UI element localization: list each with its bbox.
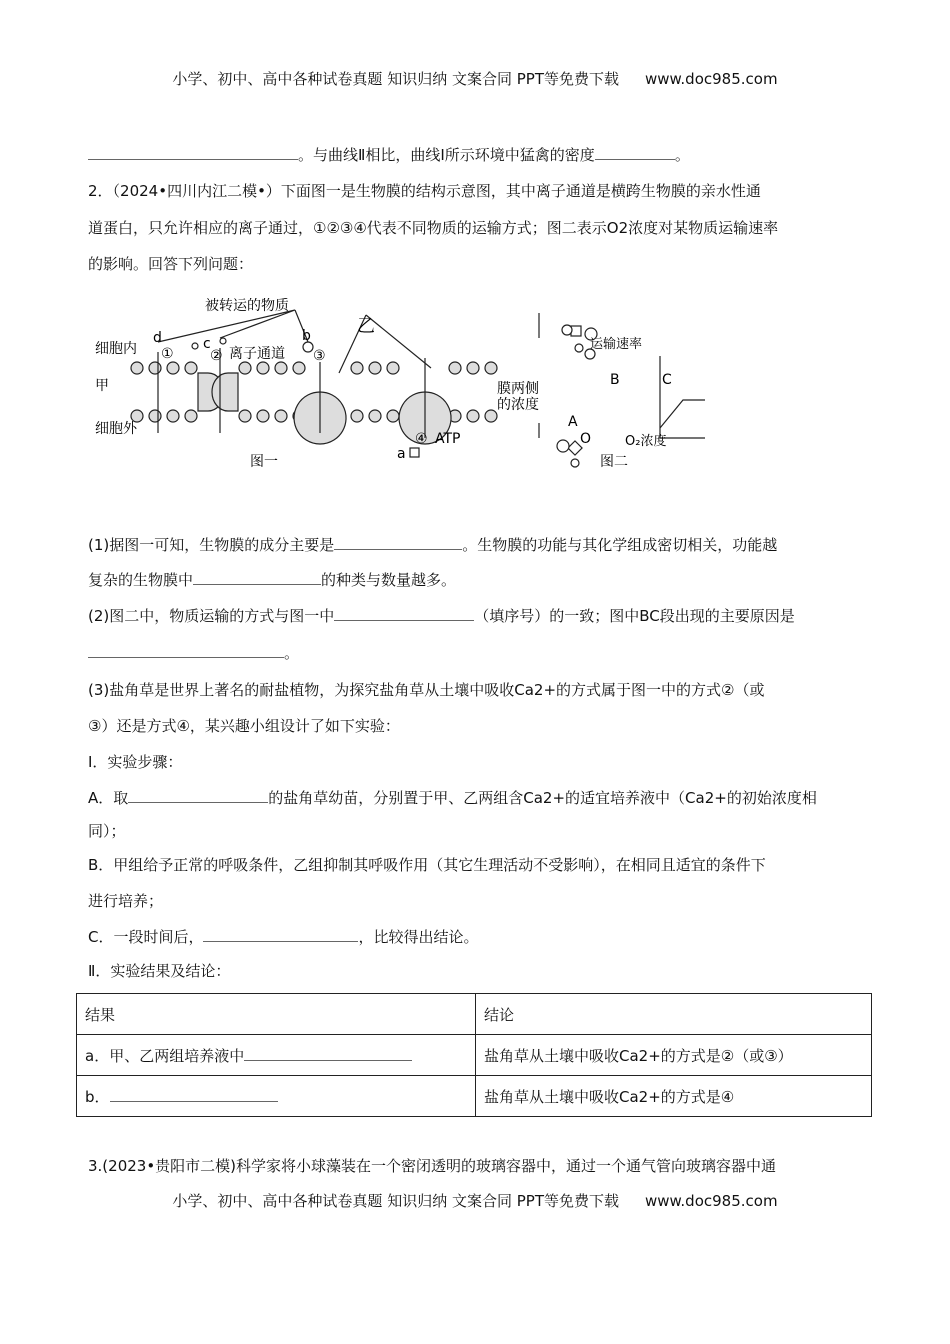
text-line: 道蛋白，只允许相应的离子通过，①②③④代表不同物质的运输方式；图二表示O2浓度对某物质运输速率 <box>88 219 779 237</box>
svg-text:d: d <box>153 330 162 346</box>
svg-text:ATP: ATP <box>435 431 461 447</box>
svg-text:②: ② <box>210 348 223 364</box>
table-row: a．甲、乙两组培养液中 盐角草从土壤中吸收Ca2+的方式是②（或③） <box>77 1035 872 1076</box>
svg-text:O₂浓度: O₂浓度 <box>625 434 667 449</box>
svg-text:细胞外: 细胞外 <box>95 421 137 437</box>
svg-text:图一: 图一 <box>250 454 278 470</box>
svg-text:图二: 图二 <box>600 454 628 470</box>
svg-text:④: ④ <box>415 431 428 447</box>
membrane-figure <box>95 298 705 478</box>
question-3: 3.(2023•贵阳市二模)科学家将小球藻装在一个密闭透明的玻璃容器中，通过一个通气管向玻璃容器中通 <box>88 1157 777 1175</box>
text-line: 同）； <box>88 822 126 840</box>
footer-text: 小学、初中、高中各种试卷真题 知识归纳 文案合同 PPT等免费下载 <box>172 1192 619 1210</box>
svg-text:a: a <box>397 446 406 462</box>
svg-text:C: C <box>662 372 672 388</box>
table-row: b． 盐角草从土壤中吸收Ca2+的方式是④ <box>77 1076 872 1117</box>
header-url[interactable]: www.doc985.com <box>644 70 778 88</box>
table-header: 结果 结论 <box>77 994 872 1035</box>
sub-question-1: (1)据图一可知，生物膜的成分主要是 。生物膜的功能与其化学组成密切相关，功能越 <box>88 536 778 554</box>
sub-question-3: (3)盐角草是世界上著名的耐盐植物，为探究盐角草从土壤中吸收Ca2+的方式属于图一中的方式②（或 <box>88 681 765 699</box>
text-line: ③）还是方式④，某兴趣小组设计了如下实验： <box>88 717 400 735</box>
page-header <box>0 68 950 89</box>
text-line: 的影响。回答下列问题： <box>88 255 254 273</box>
text-line: 复杂的生物膜中 的种类与数量越多。 <box>88 571 457 589</box>
svg-text:细胞内: 细胞内 <box>95 341 137 357</box>
svg-text:c: c <box>203 336 211 352</box>
svg-text:B: B <box>610 372 620 388</box>
text-line: 。与曲线Ⅱ相比，曲线Ⅰ所示环境中猛禽的密度 。 <box>88 145 690 165</box>
svg-text:离子通道: 离子通道 <box>229 346 285 362</box>
svg-text:膜两侧: 膜两侧 <box>497 381 539 397</box>
footer-url[interactable]: www.doc985.com <box>644 1192 778 1210</box>
svg-text:被转运的物质: 被转运的物质 <box>205 298 289 314</box>
svg-text:③: ③ <box>313 348 326 364</box>
page-footer <box>0 1190 950 1211</box>
svg-text:甲: 甲 <box>95 378 109 394</box>
text-line: 进行培养； <box>88 892 164 910</box>
text-line: 。 <box>88 643 299 663</box>
step-b: B．甲组给予正常的呼吸条件，乙组抑制其呼吸作用（其它生理活动不受影响），在相同且适宜的条件下 <box>88 856 766 874</box>
header-text: 小学、初中、高中各种试卷真题 知识归纳 文案合同 PPT等免费下载 <box>172 70 619 88</box>
svg-text:乙: 乙 <box>357 316 375 337</box>
svg-text:的浓度: 的浓度 <box>497 397 539 413</box>
channel-protein-right <box>212 373 238 411</box>
step-a: A．取 的盐角草幼苗，分别置于甲、乙两组含Ca2+的适宜培养液中（Ca2+的初始浓度相 <box>88 789 817 807</box>
sub-question-2: (2)图二中，物质运输的方式与图一中 （填序号）的一致；图中BC段出现的主要原因是 <box>88 607 795 625</box>
section-heading: Ⅱ．实验结果及结论： <box>88 962 231 980</box>
section-heading: Ⅰ．实验步骤： <box>88 753 183 771</box>
svg-text:O: O <box>580 431 592 447</box>
result-table <box>76 993 872 1117</box>
svg-text:b: b <box>302 328 311 344</box>
step-c: C．一段时间后， ，比较得出结论。 <box>88 928 479 946</box>
svg-text:运输速率: 运输速率 <box>590 337 643 352</box>
svg-text:①: ① <box>161 346 174 362</box>
question-2: 2．（2024•四川内江二模•）下面图一是生物膜的结构示意图，其中离子通道是横跨生物膜的亲水性通 <box>88 182 761 200</box>
svg-text:A: A <box>568 414 578 430</box>
